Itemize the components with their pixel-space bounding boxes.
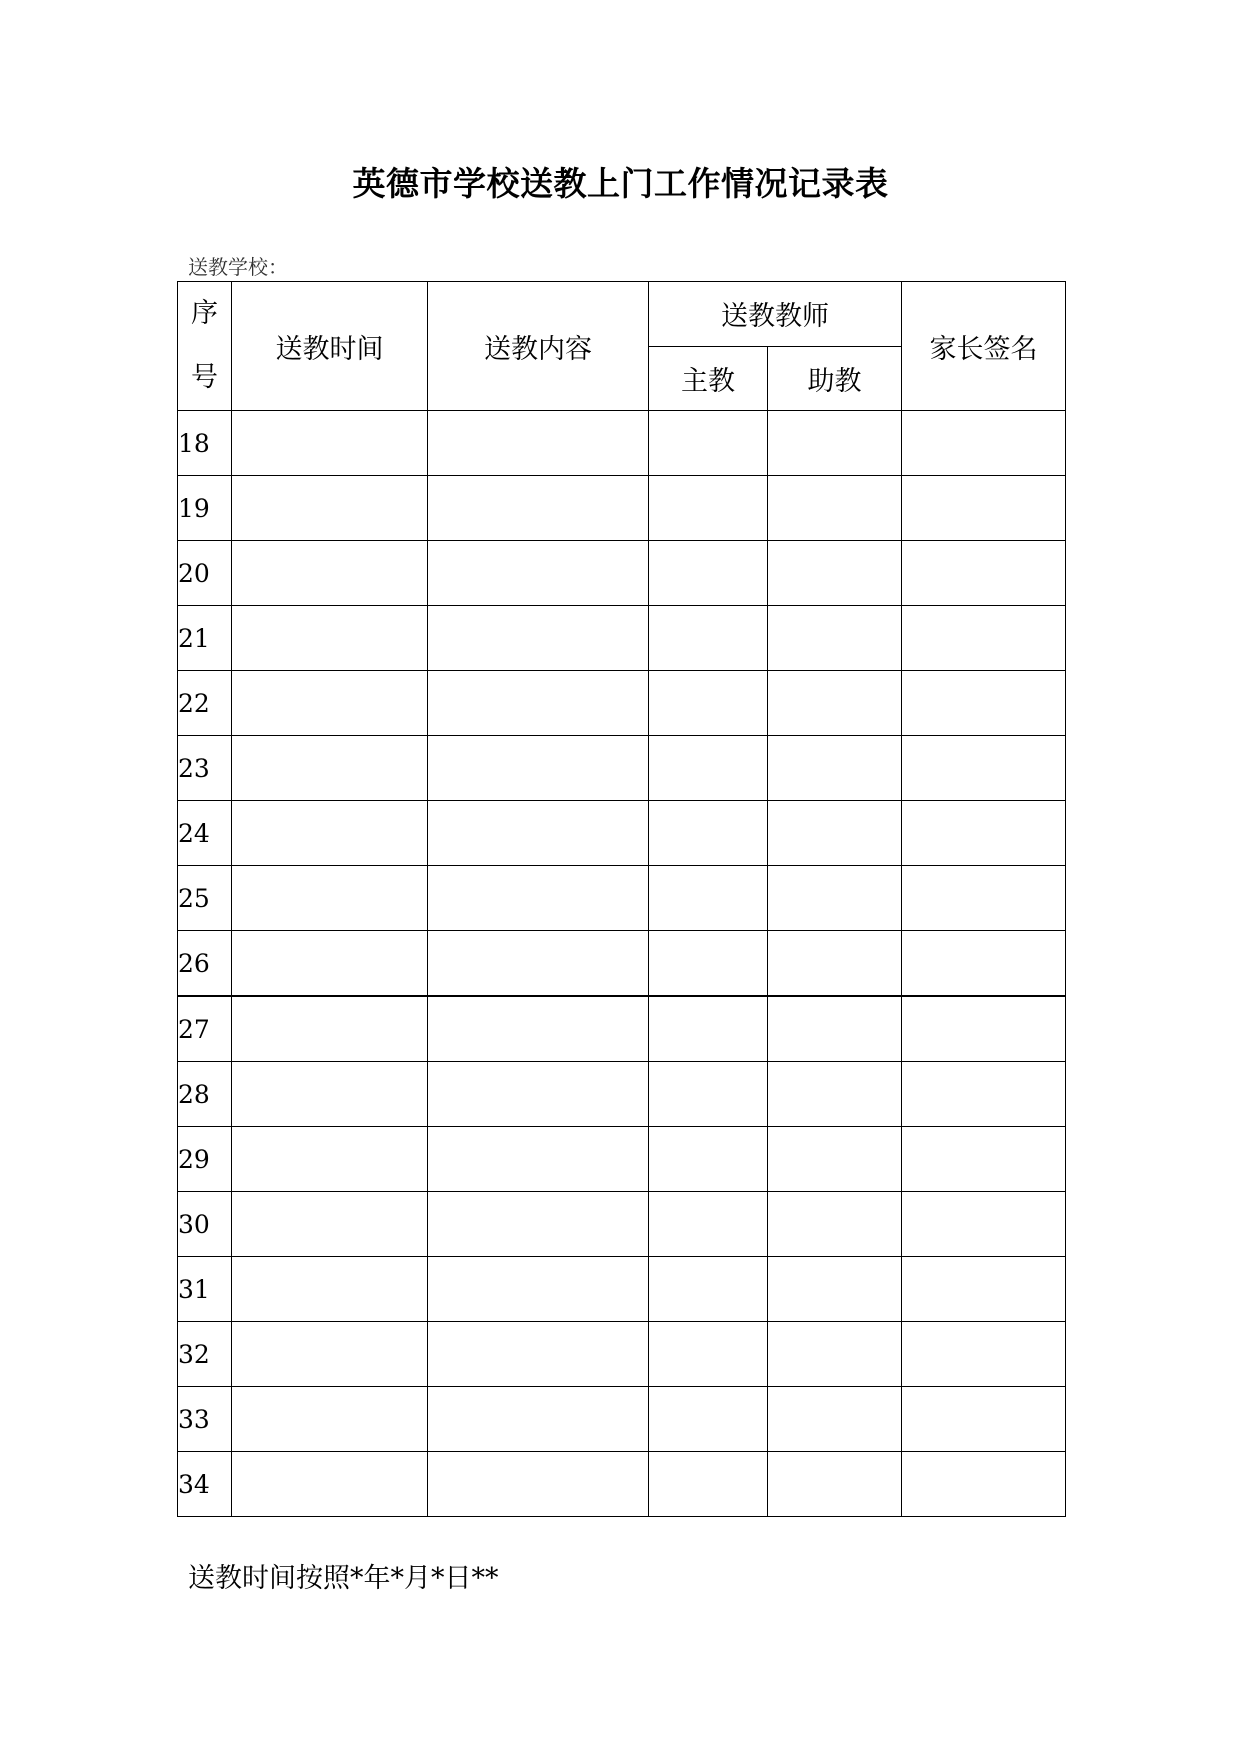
table-row: [178, 736, 1066, 801]
main-teacher-cell[interactable]: [649, 996, 768, 1062]
main-teacher-cell[interactable]: [649, 801, 768, 866]
content-cell[interactable]: [428, 1192, 649, 1257]
parent-signature-cell[interactable]: [902, 1257, 1066, 1322]
table-row: [178, 671, 1066, 736]
table-row: [178, 1192, 1066, 1257]
assistant-cell[interactable]: [768, 996, 902, 1062]
row-number: 32: [178, 1322, 232, 1387]
assistant-cell[interactable]: [768, 1062, 902, 1127]
header-row: [178, 282, 1066, 347]
time-cell[interactable]: [232, 1257, 428, 1322]
main-teacher-cell[interactable]: [649, 866, 768, 931]
assistant-cell[interactable]: [768, 1192, 902, 1257]
time-cell[interactable]: [232, 1387, 428, 1452]
school-label: 送教学校：: [188, 255, 288, 279]
assistant-cell[interactable]: [768, 671, 902, 736]
table-row: [178, 996, 1066, 1062]
table-row: [178, 866, 1066, 931]
time-cell[interactable]: [232, 866, 428, 931]
parent-signature-cell[interactable]: [902, 1127, 1066, 1192]
assistant-cell[interactable]: [768, 1257, 902, 1322]
row-number: 18: [178, 411, 232, 476]
parent-signature-cell[interactable]: [902, 541, 1066, 606]
seq-header-line2: 号: [191, 362, 218, 393]
table-body: [178, 411, 1066, 1517]
time-cell[interactable]: [232, 1452, 428, 1517]
main-teacher-cell[interactable]: [649, 1127, 768, 1192]
main-teacher-cell[interactable]: [649, 931, 768, 997]
assistant-cell[interactable]: [768, 1452, 902, 1517]
row-number: 19: [178, 476, 232, 541]
parent-signature-cell[interactable]: [902, 1452, 1066, 1517]
main-teacher-cell[interactable]: [649, 1192, 768, 1257]
main-teacher-cell[interactable]: [649, 1322, 768, 1387]
main-teacher-cell[interactable]: [649, 606, 768, 671]
row-number: 27: [178, 996, 232, 1062]
content-cell[interactable]: [428, 606, 649, 671]
assistant-cell[interactable]: [768, 1387, 902, 1452]
parent-signature-cell[interactable]: [902, 736, 1066, 801]
footnote: 送教时间按照*年*月*日**: [188, 1563, 499, 1594]
parent-signature-cell[interactable]: [902, 411, 1066, 476]
main-teacher-header: 主教: [649, 346, 768, 411]
content-cell[interactable]: [428, 671, 649, 736]
row-number: 21: [178, 606, 232, 671]
table-row: [178, 1257, 1066, 1322]
main-teacher-cell[interactable]: [649, 411, 768, 476]
content-header: 送教内容: [428, 282, 649, 411]
main-teacher-cell[interactable]: [649, 1387, 768, 1452]
time-cell[interactable]: [232, 606, 428, 671]
content-cell[interactable]: [428, 866, 649, 931]
row-number: 29: [178, 1127, 232, 1192]
content-cell[interactable]: [428, 476, 649, 541]
assistant-cell[interactable]: [768, 541, 902, 606]
parent-signature-cell[interactable]: [902, 1192, 1066, 1257]
parent-signature-cell[interactable]: [902, 1062, 1066, 1127]
assistant-cell[interactable]: [768, 736, 902, 801]
time-cell[interactable]: [232, 411, 428, 476]
main-teacher-cell[interactable]: [649, 541, 768, 606]
assistant-cell[interactable]: [768, 476, 902, 541]
content-cell[interactable]: [428, 1322, 649, 1387]
time-header: 送教时间: [232, 282, 428, 411]
row-number: 31: [178, 1257, 232, 1322]
row-number: 33: [178, 1387, 232, 1452]
parent-signature-cell[interactable]: [902, 931, 1066, 997]
table-row: [178, 411, 1066, 476]
parent-signature-cell[interactable]: [902, 1387, 1066, 1452]
row-number: 34: [178, 1452, 232, 1517]
table-row: [178, 1062, 1066, 1127]
parent-signature-cell[interactable]: [902, 671, 1066, 736]
row-number: 25: [178, 866, 232, 931]
main-teacher-cell[interactable]: [649, 671, 768, 736]
time-cell[interactable]: [232, 1127, 428, 1192]
content-cell[interactable]: [428, 541, 649, 606]
main-teacher-cell[interactable]: [649, 1257, 768, 1322]
parent-signature-cell[interactable]: [902, 996, 1066, 1062]
table-row: [178, 541, 1066, 606]
page-title: 英德市学校送教上门工作情况记录表: [352, 164, 889, 203]
table-row: [178, 1387, 1066, 1452]
time-cell[interactable]: [232, 736, 428, 801]
content-cell[interactable]: [428, 1127, 649, 1192]
main-teacher-cell[interactable]: [649, 1062, 768, 1127]
assistant-cell[interactable]: [768, 1127, 902, 1192]
assistant-cell[interactable]: [768, 866, 902, 931]
content-cell[interactable]: [428, 411, 649, 476]
row-number: 26: [178, 931, 232, 997]
parent-signature-cell[interactable]: [902, 476, 1066, 541]
row-number: 23: [178, 736, 232, 801]
assistant-cell[interactable]: [768, 606, 902, 671]
parent-signature-cell[interactable]: [902, 606, 1066, 671]
seq-header: [178, 282, 232, 411]
content-cell[interactable]: [428, 996, 649, 1062]
time-cell[interactable]: [232, 931, 428, 997]
assistant-cell[interactable]: [768, 1322, 902, 1387]
assistant-cell[interactable]: [768, 411, 902, 476]
parent-signature-cell[interactable]: [902, 1322, 1066, 1387]
table-row: [178, 931, 1066, 997]
time-cell[interactable]: [232, 996, 428, 1062]
row-number: 30: [178, 1192, 232, 1257]
content-cell[interactable]: [428, 736, 649, 801]
row-number: 22: [178, 671, 232, 736]
row-number: 24: [178, 801, 232, 866]
table-row: [178, 476, 1066, 541]
assistant-cell[interactable]: [768, 801, 902, 866]
record-table: [177, 281, 1066, 1517]
content-cell[interactable]: [428, 801, 649, 866]
parent-signature-header: 家长签名: [902, 282, 1066, 411]
main-teacher-cell[interactable]: [649, 1452, 768, 1517]
table-row: [178, 801, 1066, 866]
table-row: [178, 1452, 1066, 1517]
assistant-cell[interactable]: [768, 931, 902, 997]
content-cell[interactable]: [428, 1387, 649, 1452]
main-teacher-cell[interactable]: [649, 476, 768, 541]
row-number: 20: [178, 541, 232, 606]
table-row: [178, 1127, 1066, 1192]
time-cell[interactable]: [232, 671, 428, 736]
time-cell[interactable]: [232, 541, 428, 606]
assistant-header: 助教: [768, 346, 902, 411]
content-cell[interactable]: [428, 1062, 649, 1127]
time-cell[interactable]: [232, 801, 428, 866]
content-cell[interactable]: [428, 931, 649, 997]
teachers-header: 送教教师: [649, 282, 902, 347]
time-cell[interactable]: [232, 1062, 428, 1127]
table-row: [178, 1322, 1066, 1387]
content-cell[interactable]: [428, 1452, 649, 1517]
parent-signature-cell[interactable]: [902, 801, 1066, 866]
seq-header-line1: 序: [191, 298, 218, 329]
main-teacher-cell[interactable]: [649, 736, 768, 801]
time-cell[interactable]: [232, 476, 428, 541]
parent-signature-cell[interactable]: [902, 866, 1066, 931]
time-cell[interactable]: [232, 1322, 428, 1387]
table-row: [178, 606, 1066, 671]
row-number: 28: [178, 1062, 232, 1127]
content-cell[interactable]: [428, 1257, 649, 1322]
time-cell[interactable]: [232, 1192, 428, 1257]
